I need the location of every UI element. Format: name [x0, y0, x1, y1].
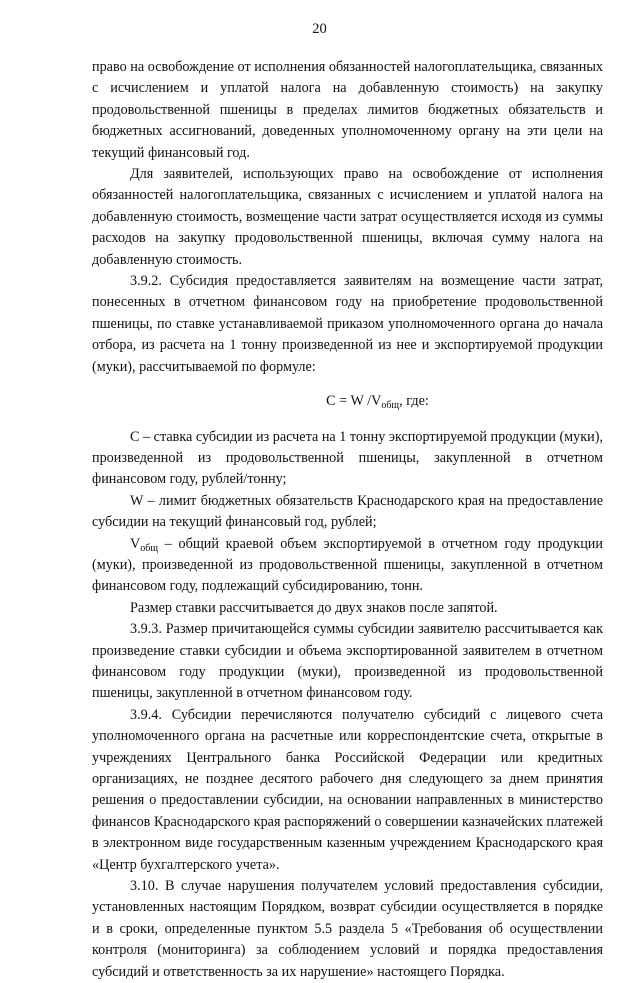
definition-v-text: – общий краевой объем экспортируемой в отчетном году продукции (муки), произведенной из продовольственной пшеницы, закупленной в отчетном финансовом году, подлежащий субсидированию, тонн. — [92, 535, 603, 595]
paragraph-rate-precision: Размер ставки рассчитывается до двух знаков после запятой. — [130, 599, 498, 616]
paragraph-3-10: 3.10. В случае нарушения получателем условий предоставления субсидии, установленных настоящим Порядком, возврат субсидии осуществляется в порядке и в сроки, определенные пунктом 5.5 раздела 5 «Требования об осуществлении контроля (мониторинга) за соблюдением условий и порядка предоставления субсидий и ответственность за их нарушение» настоящего Порядка. — [92, 878, 603, 980]
definition-c: C – ставка субсидии из расчета на 1 тонну экспортируемой продукции (муки), произведенной из продовольственной пшеницы, закупленной в отчетном финансовом году, рублей/тонну; — [92, 428, 603, 488]
formula — [92, 391, 603, 412]
document-body — [92, 57, 603, 983]
definition-v-symbol: V — [130, 535, 141, 552]
definition-w: W – лимит бюджетных обязательств Краснодарского края на предоставление субсидии на текущий финансовый год, рублей; — [92, 492, 603, 531]
formula-lhs: C = W /V — [326, 393, 382, 410]
definition-v — [92, 534, 603, 598]
paragraph-3-9-4: 3.9.4. Субсидии перечисляются получателю субсидий с лицевого счета уполномоченного органа на расчетные или корреспондентские счета, открытые в учреждениях Центрального банка Российской Федерации или кредитных организациях, не позднее десятого рабочего дня следующего за днем принятия решения о предоставлении субсидии, на основании направленных в министерство финансов Краснодарского края распоряжений о совершении казначейских платежей в электронном виде государственным казенным учреждением Краснодарского края «Центр бухгалтерского учета». — [92, 706, 603, 873]
formula-tail: , где: — [399, 393, 429, 410]
paragraph-continuation: право на освобождение от исполнения обязанностей налогоплательщика, связанных с исчислением и уплатой налога на добавленную стоимость) на закупку продовольственной пшеницы в пределах лимитов бюджетных обязательств и бюджетных ассигнований, доведенных уполномоченному органу на эти цели на текущий финансовый год. — [92, 59, 603, 161]
formula-subscript: общ — [381, 400, 400, 412]
paragraph-3-9-2: 3.9.2. Субсидия предоставляется заявителям на возмещение части затрат, понесенных в отчетном финансовом году на приобретение продовольственной пшеницы, по ставке устанавливаемой приказом уполномоченного органа до начала отбора, из расчета на 1 тонну произведенной из нее и экспортируемой продукции (муки), рассчитываемой по формуле: — [92, 273, 603, 375]
paragraph-vat-exemption: Для заявителей, использующих право на освобождение от исполнения обязанностей налогоплательщика, связанных с исчислением и уплатой налога на добавленную стоимость, возмещение части затрат осуществляется исходя из суммы расходов на закупку продовольственной пшеницы, включая сумму налога на добавленную стоимость. — [92, 166, 603, 268]
paragraph-3-9-3: 3.9.3. Размер причитающейся суммы субсидии заявителю рассчитывается как произведение ставки субсидии и объема экспортированной заявителем в отчетном финансовом году продукции (муки), произведенной из продовольственной пшеницы, закупленной в отчетном финансовом году. — [92, 621, 603, 702]
page-number: 20 — [312, 21, 327, 37]
definition-v-subscript: общ — [140, 542, 159, 554]
